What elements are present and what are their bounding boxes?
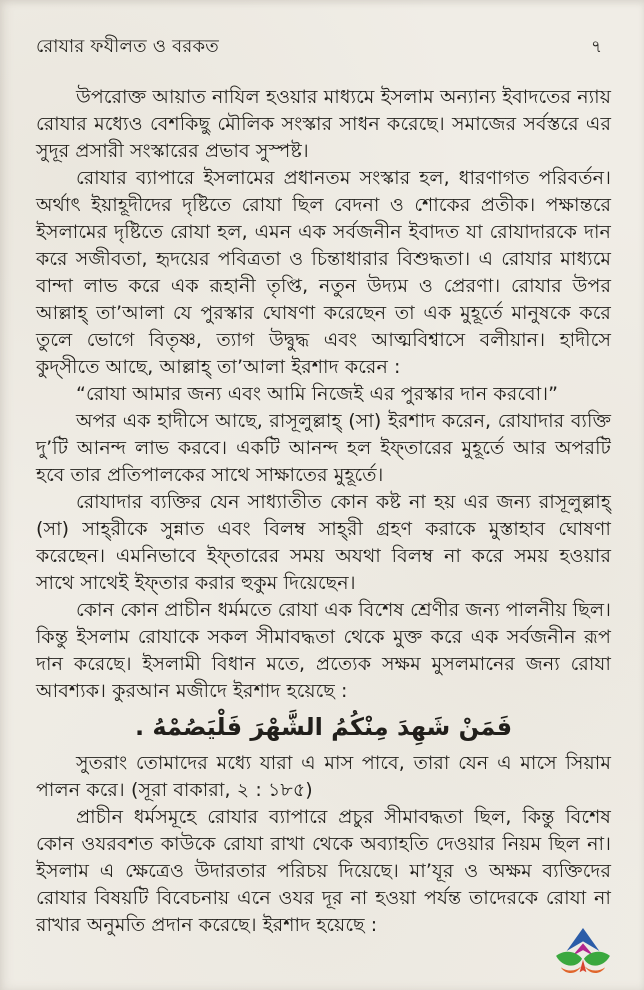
page-body <box>0 58 644 939</box>
paragraph-universal-duty: কোন কোন প্রাচীন ধর্মমতে রোযা এক বিশেষ শ্রেণীর জন্য পালনীয় ছিল। কিন্তু ইসলাম রোযাকে সকল সীমাবদ্ধতা থেকে মুক্ত করে এক সর্বজনীন রূপ দান করেছে। ইসলামী বিধান মতে, প্রত্যেক সক্ষম মুসলমানের জন্য রোযা আবশ্যক। কুরআন মজীদে ইরশাদ হয়েছে : <box>36 599 611 702</box>
paragraph-two-joys: অপর এক হাদীসে আছে, রাসূলুল্লাহ্ (সা) ইরশাদ করেন, রোযাদার ব্যক্তি দু’টি আনন্দ লাভ করবে। একটি আনন্দ হল ইফ্‌তারের মুহূর্তে আর অপরটি হবে তার প্রতিপালকের সাথে সাক্ষাতের মুহূর্তে। <box>36 410 611 486</box>
quran-verse-translation: সুতরাং তোমাদের মধ্যে যারা এ মাস পাবে, তারা যেন এ মাসে সিয়াম পালন করে। (সূরা বাকারা, ২ : ১৮৫) <box>36 752 611 801</box>
page-number: ৭ <box>590 37 602 57</box>
open-book-arrow-icon <box>554 927 612 977</box>
paragraph-intro: উপরোক্ত আয়াত নাযিল হওয়ার মাধ্যমে ইসলাম অন্যান্য ইবাদতের ন্যায় রোযার মধ্যেও বেশকিছু মৌলিক সংস্কার সাধন করেছে। সমাজের সর্বস্তরে এর সুদূর প্রসারী সংস্কারের প্রভাব সুস্পষ্ট। <box>36 86 611 162</box>
paragraph-exemptions: প্রাচীন ধর্মসমূহে রোযার ব্যাপারে প্রচুর সীমাবদ্ধতা ছিল, কিন্তু বিশেষ কোন ওযরবশত কাউকে রোযা রাখা থেকে অব্যাহতি দেওয়ার নিয়ম ছিল না। ইসলাম এ ক্ষেত্রেও উদারতার পরিচয় দিয়েছে। মা’যূর ও অক্ষম ব্যক্তিদের রোযার বিষয়টি বিবেচনায় এনে ওযর দূর না হওয়া পর্যন্ত তাদেরকে রোযা না রাখার অনুমতি প্রদান করেছে। ইরশাদ হয়েছে : <box>36 806 611 936</box>
running-title: রোযার ফযীলত ও বরকত <box>36 36 219 57</box>
quran-verse-arabic: فَمَنْ شَهِدَ مِنْكُمُ الشَّهْرَ فَلْيَصُمْهُ . <box>134 713 513 741</box>
hadith-qudsi-quote: “রোযা আমার জন্য এবং আমি নিজেই এর পুরস্কার দান করবো।” <box>76 383 559 405</box>
page-header <box>0 0 644 58</box>
publisher-logo <box>554 927 612 977</box>
paragraph-reform-concept: রোযার ব্যাপারে ইসলামের প্রধানতম সংস্কার হল, ধারণাগত পরিবর্তন। অর্থাৎ ইয়াহূদীদের দৃষ্টিতে রোযা ছিল বেদনা ও শোকের প্রতীক। পক্ষান্তরে ইসলামের দৃষ্টিতে রোযা হল, এমন এক সর্বজনীন ইবাদত যা রোযাদারকে দান করে সজীবতা, হৃদয়ের পবিত্রতা ও চিন্তাধারার বিশুদ্ধতা। এ রোযার মাধ্যমে বান্দা লাভ করে এক রূহানী তৃপ্তি, নতুন উদ্যম ও প্রেরণা। রোযার উপর আল্লাহ্ তা’আলা যে পুরস্কার ঘোষণা করেছেন তা এক মুহূর্তে মানুষকে করে তুলে ভোগে বিতৃষ্ণ, ত্যাগ উদ্বুদ্ধ এবং আত্মবিশ্বাসে বলীয়ান। হাদীসে কুদ্‌সীতে আছে, আল্লাহ্ তা’আলা ইরশাদ করেন : <box>36 167 611 378</box>
paragraph-sahri-iftar: রোযাদার ব্যক্তির যেন সাধ্যাতীত কোন কষ্ট না হয় এর জন্য রাসূলুল্লাহ্ (সা) সাহ্‌রীকে সুন্নাত এবং বিলম্ব সাহ্‌রী গ্রহণ করাকে মুস্তাহাব ঘোষণা করেছেন। এমনিভাবে ইফ্‌তারের সময় অযথা বিলম্ব না করে সময় হওয়ার সাথে সাথেই ইফ্‌তার করার হুকুম দিয়েছেন। <box>36 491 611 594</box>
